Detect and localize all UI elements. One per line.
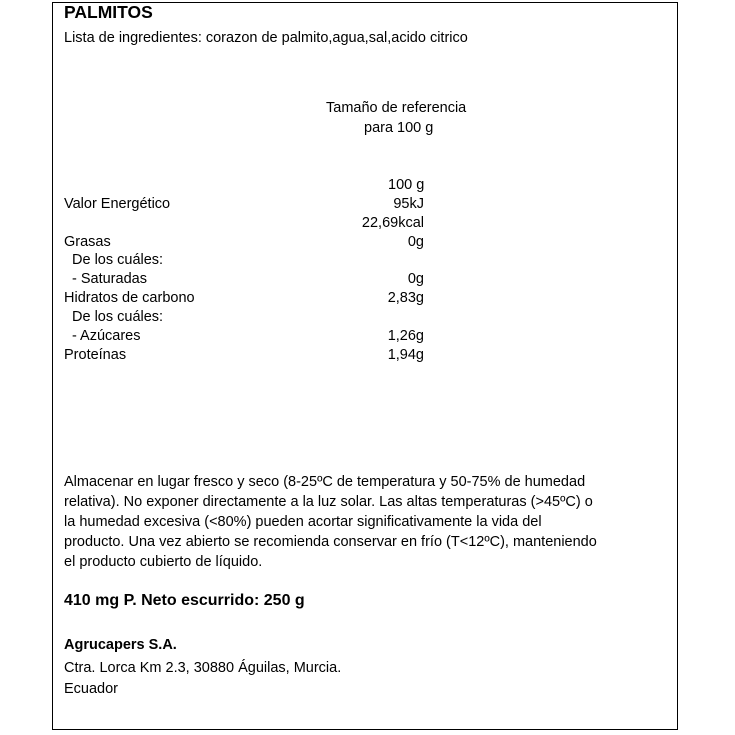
nutrition-row-label: Proteínas	[64, 347, 127, 363]
nutrition-column-header: 100 g	[388, 177, 425, 193]
reference-size-amount: para 100 g	[364, 120, 434, 136]
nutrition-row-label: De los cuáles:	[72, 309, 164, 325]
product-title: PALMITOS	[64, 2, 153, 22]
storage-line: producto. Una vez abierto se recomienda conservar en frío (T<12ºC), manteniendo	[64, 534, 597, 550]
storage-line: relativa). No exponer directamente a la luz solar. Las altas temperaturas (>45ºC) o	[64, 494, 593, 510]
nutrition-row-label: De los cuáles:	[72, 252, 164, 268]
nutrition-row-label: - Azúcares	[72, 328, 141, 344]
nutrition-row-value: 0g	[407, 234, 424, 250]
nutrition-row-value: 1,26g	[387, 328, 424, 344]
nutrition-row-value: 1,94g	[387, 347, 424, 363]
net-weight: 410 mg P. Neto escurrido: 250 g	[64, 592, 305, 609]
storage-line: la humedad excesiva (<80%) pueden acortar significativamente la vida del	[64, 514, 542, 530]
nutrition-row-value: 2,83g	[387, 290, 424, 306]
nutrition-row-label: - Saturadas	[72, 271, 147, 287]
nutrition-row-label: Grasas	[64, 234, 111, 250]
nutrition-row-value: 95kJ	[393, 196, 424, 212]
storage-line: el producto cubierto de líquido.	[64, 554, 263, 570]
storage-instructions	[64, 472, 664, 572]
ingredients-list: Lista de ingredientes: corazon de palmito,agua,sal,acido citrico	[64, 30, 468, 46]
nutrition-row-value: 0g	[407, 271, 424, 287]
company-address: Ctra. Lorca Km 2.3, 30880 Águilas, Murcia.	[64, 660, 342, 676]
nutrition-row-label: Hidratos de carbono	[64, 290, 195, 306]
company-country: Ecuador	[64, 681, 119, 697]
nutrition-row-value: 22,69kcal	[361, 215, 424, 231]
storage-line: Almacenar en lugar fresco y seco (8-25ºC de temperatura y 50-75% de humedad	[64, 474, 586, 490]
reference-size-label: Tamaño de referencia	[326, 100, 467, 116]
company-name: Agrucapers S.A.	[64, 637, 177, 653]
nutrition-row-label: Valor Energético	[64, 196, 171, 212]
